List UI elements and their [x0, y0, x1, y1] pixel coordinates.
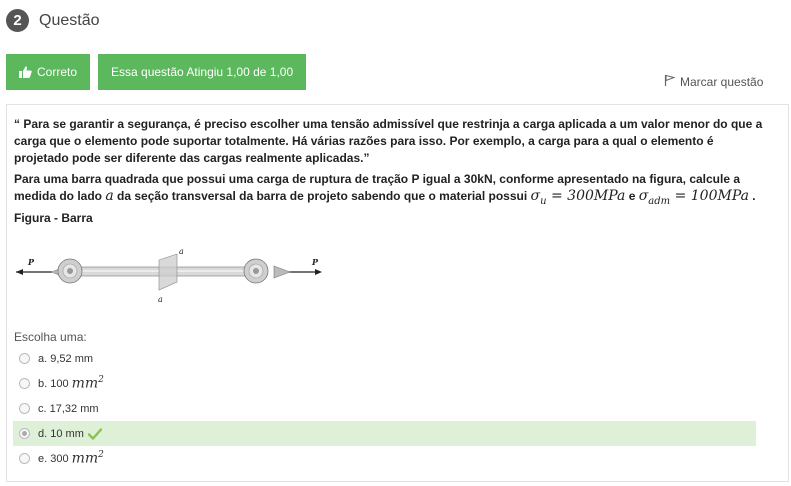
option-d[interactable] [13, 421, 756, 446]
radio-button[interactable] [19, 353, 30, 364]
question-title: Questão [39, 11, 100, 29]
option-a[interactable] [13, 346, 756, 371]
option-letter: c. [38, 402, 47, 415]
label-a-bottom: a [158, 295, 163, 304]
option-value: 100 [50, 377, 69, 390]
option-b[interactable] [13, 371, 756, 396]
radio-button[interactable] [19, 378, 30, 389]
grade-badge: Essa questão Atingiu 1,00 de 1,00 [98, 54, 306, 90]
label-p-right: P [312, 257, 319, 267]
thumbs-up-icon [19, 66, 32, 78]
bar-figure [14, 244, 329, 311]
figure-caption: Figura - Barra [14, 210, 93, 225]
option-e[interactable] [13, 446, 756, 471]
option-value: 10 mm [50, 427, 84, 440]
question-text [14, 116, 764, 231]
question-quote: “ Para se garantir a segurança, é preciso escolher uma tensão admissível que restrinja a carga aplicada a um valor menor do que a carga que o elemento pode suportar totalmente. Há várias razões para isso. Por exemplo, a carga para a qual o elemento é projetado pode ser diferente das cargas realmente aplicadas.” [14, 117, 763, 165]
status-row [6, 54, 306, 90]
sigma-u: $\sigma_u = 300MPa$ [530, 188, 626, 207]
option-letter: e. [38, 452, 48, 465]
option-unit: $mm^2$ [71, 375, 104, 392]
option-unit: $mm^2$ [71, 450, 104, 467]
bar-diagram [14, 244, 329, 306]
option-letter: a. [38, 352, 48, 365]
option-c[interactable] [13, 396, 756, 421]
option-value: 300 [50, 452, 69, 465]
correct-label: Correto [37, 65, 78, 79]
option-letter: b. [38, 377, 48, 390]
flag-icon [664, 74, 680, 89]
radio-button-checked[interactable] [19, 428, 30, 439]
label-a-top: a [179, 247, 184, 256]
flag-question-link[interactable] [664, 74, 763, 89]
question-prompt: Para uma barra quadrada que possui uma carga de ruptura de tração P igual a 30kN, conforme apresentado na figura, calcule a medida do lado a da seção transversal da barra de projeto sabendo que o material possui $\sigma_u = 300MPa$ e $\sigma_{adm} = 100MPa$ . Figura - Barra [14, 172, 756, 225]
question-header [6, 9, 99, 32]
option-letter: d. [38, 427, 48, 440]
option-value: 9,52 mm [50, 352, 94, 365]
flag-label: Marcar questão [680, 74, 764, 89]
radio-button[interactable] [19, 403, 30, 414]
var-a: a [105, 188, 114, 204]
sigma-adm: $\sigma_{adm} = 100MPa$ [638, 188, 749, 207]
checkmark-icon [88, 428, 102, 440]
radio-button[interactable] [19, 453, 30, 464]
choose-label: Escolha uma: [14, 330, 87, 344]
correct-badge [6, 54, 90, 90]
question-number-badge: 2 [6, 9, 29, 32]
label-p-left: P [28, 257, 35, 267]
option-value: 17,32 mm [49, 402, 99, 415]
answer-options [13, 346, 756, 471]
